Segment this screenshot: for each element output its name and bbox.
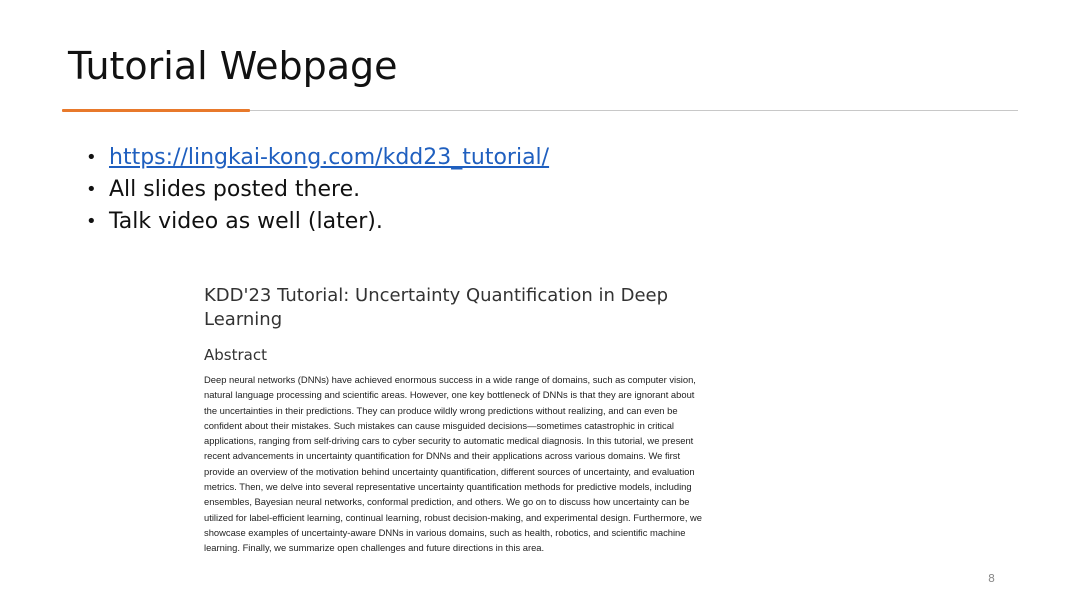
webpage-title: KDD'23 Tutorial: Uncertainty Quantification in Deep Learning xyxy=(204,285,669,330)
slide-title: Tutorial Webpage xyxy=(68,44,398,88)
page-number: 8 xyxy=(988,572,995,585)
bullet-item xyxy=(86,142,549,174)
abstract-line: recent advancements in uncertainty quantification for DNNs and their applications across various domains. We first xyxy=(204,450,681,462)
abstract-line: confident about their mistakes. Such mistakes can cause misguided decisions—sometimes catastrophic in critical xyxy=(204,419,675,431)
abstract-line: showcase examples of uncertainty-aware DNNs in various domains, such as health, robotics, and scientific machine xyxy=(204,526,686,538)
abstract-line: provide an overview of the motivation behind uncertainty quantification, different sources of uncertainty, and evaluation xyxy=(204,465,695,477)
abstract-line: Deep neural networks (DNNs) have achieved enormous success in a wide range of domains, such as computer vision, xyxy=(204,374,696,385)
tutorial-link[interactable]: https://lingkai-kong.com/kdd23_tutorial/ xyxy=(109,145,550,170)
abstract-line: utilized for label-efficient learning, continual learning, robust decision-making, and experimental design. Furthermore, we xyxy=(204,511,703,523)
bullet-list xyxy=(86,142,549,238)
abstract-line: applications, ranging from self-driving cars to cyber security to automatic medical diagnosis. In this tutorial, we present xyxy=(204,435,694,447)
bullet-item xyxy=(86,174,549,206)
bullet-text: Talk video as well (later). xyxy=(109,209,383,234)
webpage-screenshot xyxy=(200,280,760,560)
abstract-heading: Abstract xyxy=(204,346,267,364)
title-accent-bar xyxy=(62,109,250,112)
bullet-icon: • xyxy=(86,147,97,168)
abstract-line: learning. Finally, we summarize open challenges and future directions in this area. xyxy=(204,542,545,554)
abstract-line: the uncertainties in their predictions. They can produce wildly wrong predictions without realizing, and can even be xyxy=(204,404,678,416)
bullet-icon: • xyxy=(86,179,97,200)
bullet-icon: • xyxy=(86,211,97,232)
abstract-line: natural language processing and scientific areas. However, one key bottleneck of DNNs is that they are ignorant about xyxy=(204,389,695,401)
bullet-item xyxy=(86,206,549,238)
bullet-text: All slides posted there. xyxy=(109,177,361,202)
abstract-line: ensembles, Bayesian neural networks, conformal prediction, and others. We go on to discuss how uncertainty can be xyxy=(204,496,690,508)
abstract-line: metrics. Then, we delve into several representative uncertainty quantification methods for predictive models, including xyxy=(204,481,692,493)
abstract-text xyxy=(204,372,750,556)
